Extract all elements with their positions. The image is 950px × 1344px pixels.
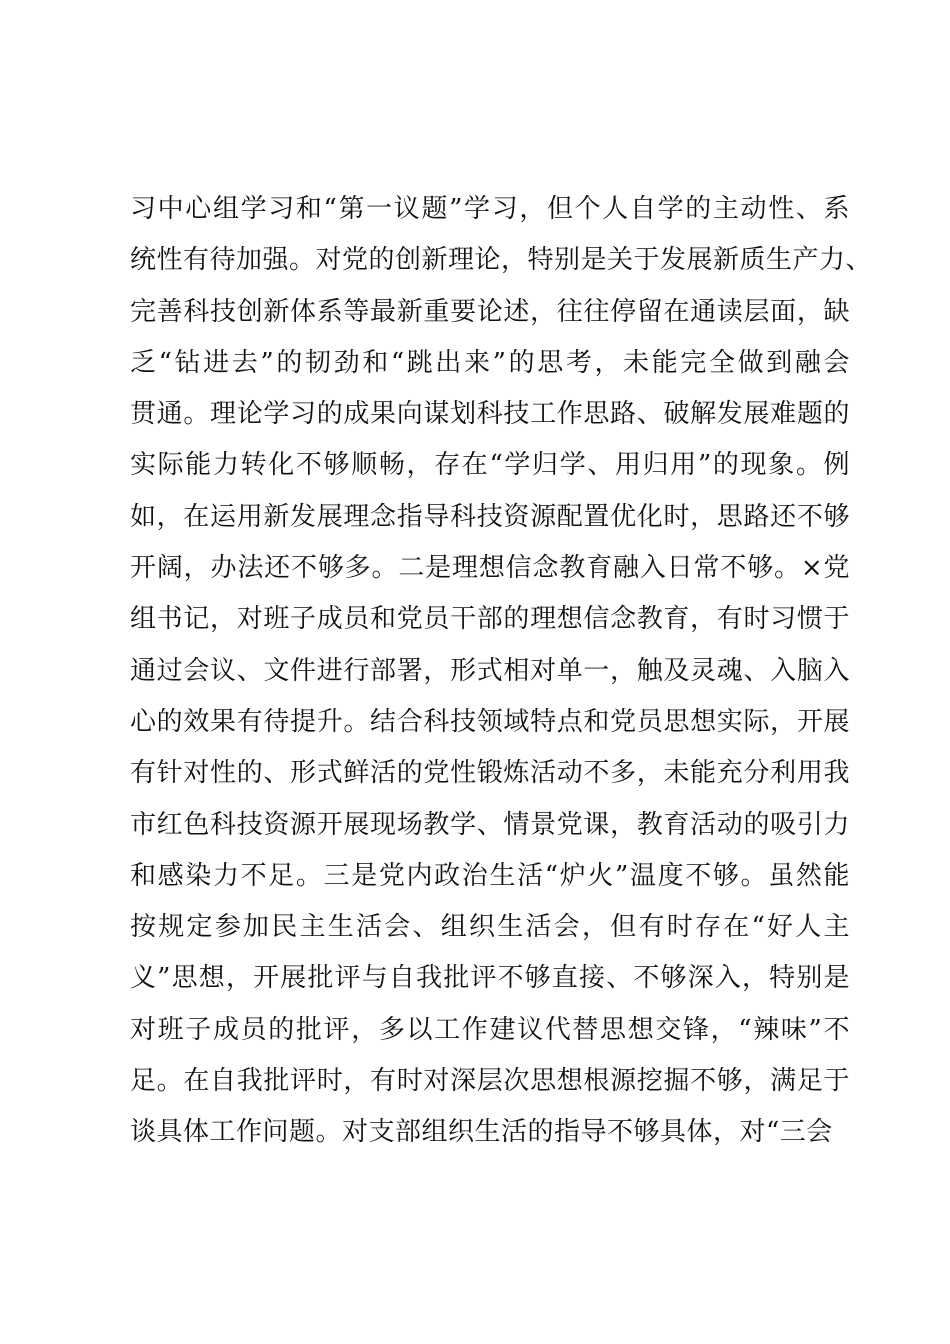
text-line: 和感染力不足。三是党内政治生活“炉火”温度不够。虽然能: [130, 860, 850, 891]
text-line: 市红色科技资源开展现场教学、情景党课，教育活动的吸引力: [130, 809, 850, 840]
text-line: 谈具体工作问题。对支部组织生活的指导不够具体，对“三会: [130, 1117, 833, 1148]
text-line: 贯通。理论学习的成果向谋划科技工作思路、破解发展难题的: [130, 399, 850, 430]
text-line: 足。在自我批评时，有时对深层次思想根源挖掘不够，满足于: [130, 1066, 850, 1097]
text-line: 如，在运用新发展理念指导科技资源配置优化时，思路还不够: [130, 501, 850, 532]
text-line: 按规定参加民主生活会、组织生活会，但有时存在“好人主: [130, 912, 850, 943]
text-line: 义”思想，开展批评与自我批评不够直接、不够深入，特别是: [130, 963, 850, 994]
body-paragraph: [130, 184, 873, 1159]
text-line: 开阔，办法还不够多。二是理想信念教育融入日常不够。×党: [130, 553, 850, 584]
text-line: 心的效果有待提升。结合科技领域特点和党员思想实际，开展: [130, 706, 850, 737]
text-line: 实际能力转化不够顺畅，存在“学归学、用归用”的现象。例: [130, 450, 850, 481]
text-line: 通过会议、文件进行部署，形式相对单一，触及灵魂、入脑入: [130, 655, 850, 686]
text-line: 有针对性的、形式鲜活的党性锻炼活动不多，未能充分利用我: [130, 758, 850, 789]
text-line: 完善科技创新体系等最新重要论述，往往停留在通读层面，缺: [130, 296, 850, 327]
text-line: 对班子成员的批评，多以工作建议代替思想交锋，“辣味”不: [130, 1014, 850, 1045]
text-line: 乏“钻进去”的韧劲和“跳出来”的思考，未能完全做到融会: [130, 347, 850, 378]
text-line: 组书记，对班子成员和党员干部的理想信念教育，有时习惯于: [130, 604, 850, 635]
text-line: 习中心组学习和“第一议题”学习，但个人自学的主动性、系: [130, 194, 850, 224]
text-line: 统性有待加强。对党的创新理论，特别是关于发展新质生产力、: [130, 245, 873, 276]
